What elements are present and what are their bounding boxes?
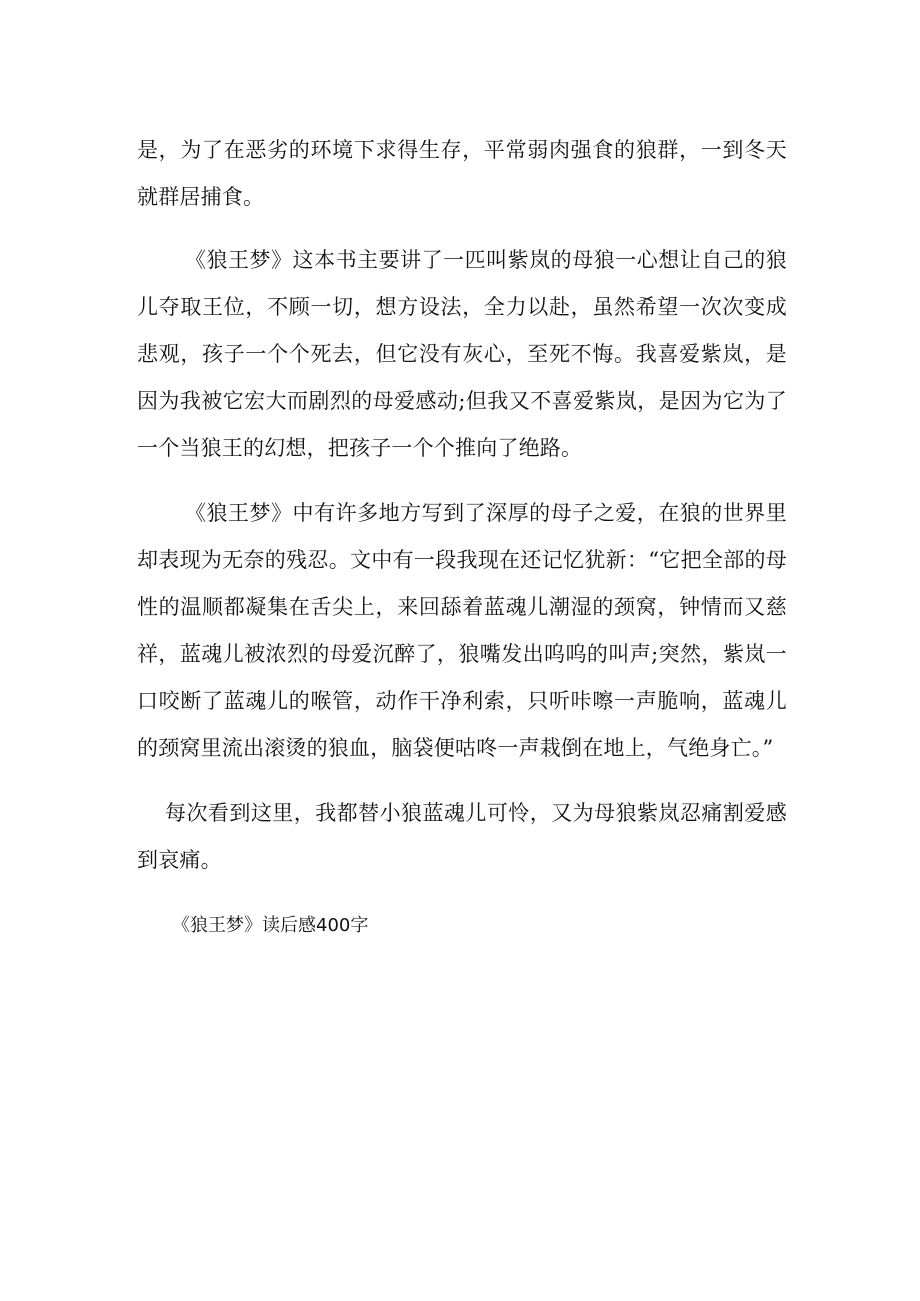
paragraph-3: 《狼王梦》中有许多地方写到了深厚的母子之爱，在狼的世界里却表现为无奈的残忍。文中有一段我现在还记忆犹新：“它把全部的母性的温顺都凝集在舌尖上，来回舔着蓝魂儿潮湿的颈窝，钟情而又慈祥，蓝魂儿被浓烈的母爱沉醉了，狼嘴发出呜呜的叫声;突然，紫岚一口咬断了蓝魂儿的喉管，动作干净利索，只听咔嚓一声脆响，蓝魂儿的颈窝里流出滚烫的狼血，脑袋便咕咚一声栽倒在地上，气绝身亡。” <box>137 501 787 760</box>
paragraph-2: 《狼王梦》这本书主要讲了一匹叫紫岚的母狼一心想让自己的狼儿夺取王位，不顾一切，想方设法，全力以赴，虽然希望一次次变成悲观，孩子一个个死去，但它没有灰心，至死不悔。我喜爱紫岚，是因为我被它宏大而剧烈的母爱感动;但我又不喜爱紫岚，是因为它为了一个当狼王的幻想，把孩子一个个推向了绝路。 <box>137 248 787 460</box>
paragraph-1: 是，为了在恶劣的环境下求得生存，平常弱肉强食的狼群，一到冬天就群居捕食。 <box>137 138 787 209</box>
paragraph-4: 每次看到这里，我都替小狼蓝魂儿可怜，又为母狼紫岚忍痛割爱感到哀痛。 <box>137 801 787 872</box>
document-body <box>137 127 787 902</box>
document-title-footer: 《狼王梦》读后感400字 <box>172 915 369 936</box>
